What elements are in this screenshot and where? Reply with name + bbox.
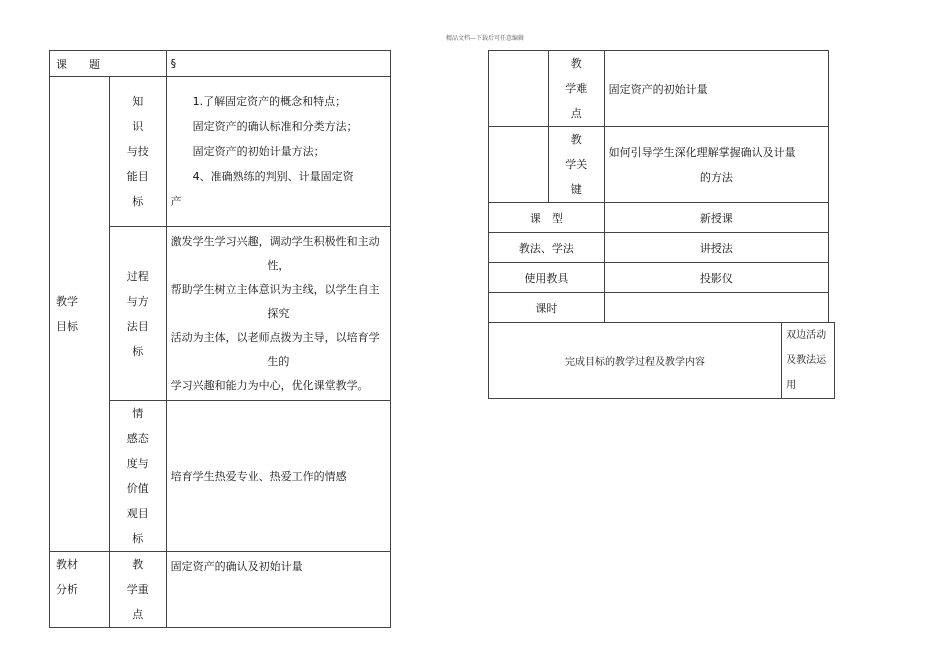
topic-value-cell	[166, 51, 390, 77]
process-line: 激发学生学习兴趣，调动学生积极性和主动	[170, 234, 380, 248]
knowledge-line: 固定资产的确认标准和分类方法；	[192, 120, 358, 133]
emotion-label-line: 感态	[126, 432, 149, 445]
activity-header-line: 用	[786, 380, 797, 391]
knowledge-line: 4、准确熟练的判别、计量固定资	[192, 170, 354, 183]
knowledge-line: 产	[170, 195, 182, 208]
method-label-cell	[489, 233, 605, 263]
hours-label-cell	[489, 293, 605, 323]
difficulty-label-line: 点	[570, 107, 582, 120]
emotion-label-cell	[109, 401, 166, 552]
process-label-line: 法目	[126, 319, 149, 333]
knowledge-content-cell	[166, 77, 390, 227]
hours-value-cell	[604, 293, 828, 323]
key-label-line: 点	[132, 608, 144, 621]
topic-label: 课 题	[56, 57, 100, 71]
lesson-plan-right-table	[488, 50, 829, 323]
crux-line: 的方法	[699, 170, 733, 184]
difficulty-text: 固定资产的初始计量	[608, 82, 708, 96]
knowledge-label-line: 能目	[126, 170, 149, 183]
material-label-line: 分析	[56, 583, 78, 596]
emotion-label-line: 情	[132, 407, 144, 420]
process-label-cell	[109, 227, 166, 401]
method-label: 教法、学法	[518, 241, 574, 255]
lesson-type-value-cell	[604, 203, 828, 233]
lesson-type-label: 课 型	[529, 211, 563, 225]
knowledge-line: 固定资产的初始计量方法；	[192, 145, 325, 158]
difficulty-content-cell	[604, 51, 828, 127]
hours-label: 课时	[535, 301, 558, 315]
material-label-line: 教材	[56, 558, 78, 571]
emotion-label-line: 标	[132, 532, 144, 545]
process-line: 生的	[267, 354, 290, 368]
difficulty-label-line: 教	[570, 57, 582, 70]
activity-header-line: 及教法运	[786, 355, 827, 366]
difficulty-label-cell	[548, 51, 604, 127]
method-value-cell	[604, 233, 828, 263]
topic-value: §	[170, 57, 177, 70]
method-value: 讲授法	[699, 241, 733, 255]
key-label-line: 教	[132, 558, 144, 571]
emotion-content-cell	[166, 401, 390, 552]
crux-line: 如何引导学生深化理解掌握确认及计量	[608, 145, 796, 159]
lesson-type-label-cell	[489, 203, 605, 233]
material-label-cell	[50, 552, 110, 628]
tools-value-cell	[604, 263, 828, 293]
knowledge-label-line: 知	[132, 95, 144, 108]
blank-cell	[489, 51, 549, 127]
crux-label-line: 学关	[565, 158, 588, 171]
lesson-type-value: 新授课	[699, 211, 733, 225]
crux-label-line: 键	[570, 183, 582, 196]
process-line: 探究	[267, 306, 290, 320]
tools-label: 使用教具	[524, 271, 569, 285]
tools-label-cell	[489, 263, 605, 293]
knowledge-label-line: 与技	[126, 145, 149, 158]
process-line: 学习兴趣和能力为中心，优化课堂教学。	[170, 378, 369, 392]
process-label-line: 过程	[126, 269, 149, 283]
emotion-label-line: 观目	[126, 507, 149, 520]
knowledge-line: 1.了解固定资产的概念和特点；	[192, 95, 347, 108]
key-label-line: 学重	[126, 583, 149, 596]
process-content-cell	[166, 227, 390, 401]
key-text: 固定资产的确认及初始计量	[170, 560, 303, 573]
objectives-label-cell	[50, 77, 110, 552]
knowledge-label-line: 识	[132, 120, 144, 133]
emotion-label-line: 度与	[126, 457, 149, 470]
activity-header-cell	[782, 323, 835, 399]
key-label-cell	[109, 552, 166, 628]
blank-cell	[489, 127, 549, 203]
process-line: 性，	[267, 258, 290, 272]
process-content-header-cell	[489, 323, 782, 399]
process-label-line: 标	[132, 344, 144, 358]
activity-header-line: 双边活动	[786, 330, 827, 341]
process-content-header: 完成目标的教学过程及教学内容	[565, 357, 706, 368]
difficulty-label-line: 学难	[565, 82, 588, 95]
crux-label-line: 教	[570, 133, 582, 146]
knowledge-label-line: 标	[132, 195, 144, 208]
crux-label-cell	[548, 127, 604, 203]
knowledge-label-cell	[109, 77, 166, 227]
emotion-label-line: 价值	[126, 482, 149, 495]
header-note: 精品文档---下载后可任意编辑	[445, 35, 525, 42]
teaching-process-table	[488, 322, 835, 399]
process-label-line: 与方	[126, 294, 149, 308]
key-content-cell	[166, 552, 390, 628]
process-line: 帮助学生树立主体意识为主线，以学生自主	[170, 282, 380, 296]
crux-content-cell	[604, 127, 828, 203]
objectives-label-line: 目标	[56, 320, 78, 333]
objectives-label-line: 教学	[56, 295, 78, 308]
emotion-text: 培育学生热爱专业、热爱工作的情感	[170, 470, 347, 483]
topic-label-cell	[50, 51, 167, 77]
tools-value: 投影仪	[699, 271, 733, 285]
process-line: 活动为主体，以老师点拨为主导，以培育学	[170, 330, 380, 344]
lesson-plan-left-table	[49, 50, 391, 628]
